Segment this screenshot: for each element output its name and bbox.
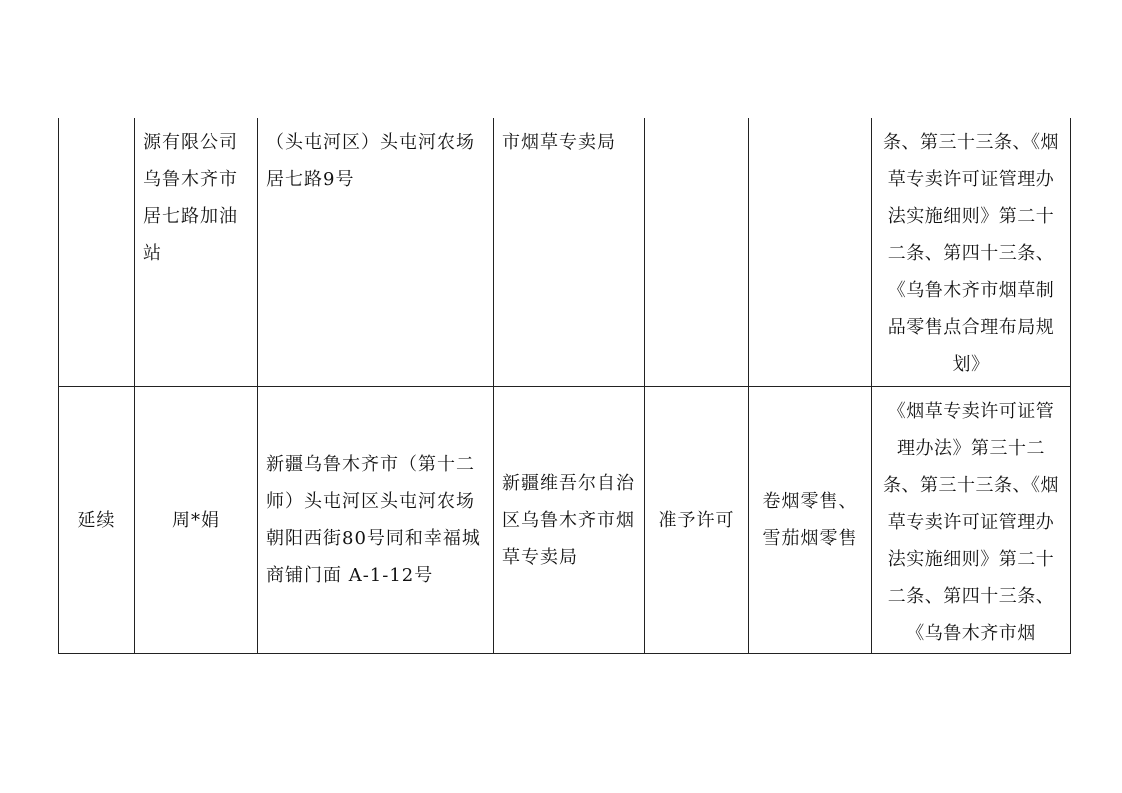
cell-basis: 条、第三十三条、《烟草专卖许可证管理办法实施细则》第二十二条、第四十三条、《乌鲁木齐市烟草制品零售点合理布局规划》 — [872, 118, 1071, 387]
table-row — [59, 387, 1071, 654]
cell-address: 新疆乌鲁木齐市（第十二师）头屯河区头屯河农场朝阳西街80号同和幸福城商铺门面 A-1-12号 — [258, 387, 494, 654]
license-table — [58, 118, 1071, 654]
cell-type — [59, 118, 135, 387]
cell-authority: 新疆维吾尔自治区乌鲁木齐市烟草专卖局 — [494, 387, 645, 654]
cell-name: 周*娟 — [135, 387, 258, 654]
cell-authority: 市烟草专卖局 — [494, 118, 645, 387]
cell-scope: 卷烟零售、雪茄烟零售 — [749, 387, 872, 654]
cell-name: 源有限公司乌鲁木齐市居七路加油站 — [135, 118, 258, 387]
cell-decision — [645, 118, 749, 387]
table-row — [59, 118, 1071, 387]
cell-type: 延续 — [59, 387, 135, 654]
cell-decision: 准予许可 — [645, 387, 749, 654]
cell-basis: 《烟草专卖许可证管理办法》第三十二条、第三十三条、《烟草专卖许可证管理办法实施细则》第二十二条、第四十三条、《乌鲁木齐市烟 — [872, 387, 1071, 654]
cell-scope — [749, 118, 872, 387]
cell-address: （头屯河区）头屯河农场居七路9号 — [258, 118, 494, 387]
